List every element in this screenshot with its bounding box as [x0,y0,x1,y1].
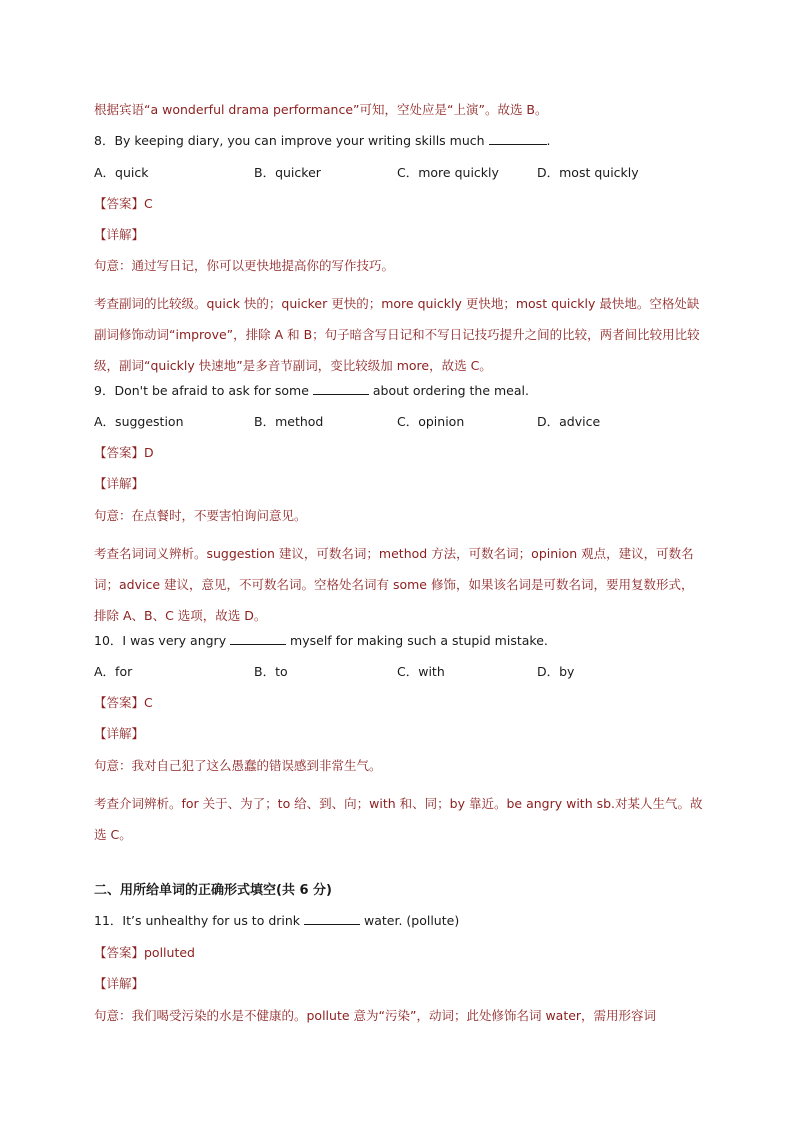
explanation-paragraph: 考查名词词义辨析。suggestion 建议，可数名词；method 方法，可数名词；opinion 观点，建议，可数名词；advice 建议，意见，不可数名词。空格处名词有 some 修饰，如果该名词是可数名词，要用复数形式，排除 A、B、C 选项，故选 D。 [94,546,694,623]
option-a: A．for [94,664,133,679]
answer-label: 【答案】C [94,196,153,211]
detail-label: 【详解】 [94,476,145,491]
option-c: C．with [397,664,445,679]
question-text: 9．Don't be afraid to ask for some [94,383,313,398]
answer-blank [313,382,369,395]
option-b: B．quicker [254,165,321,180]
question-text: 8．By keeping diary, you can improve your writing skills much [94,133,489,148]
option-a: A．suggestion [94,414,184,429]
detail-label: 【详解】 [94,976,145,991]
option-b: B．method [254,414,324,429]
question-text-end: myself for making such a stupid mistake. [286,633,548,648]
answer-label: 【答案】C [94,695,153,710]
sentence-meaning: 句意：我对自己犯了这么愚蠢的错误感到非常生气。 [94,758,382,773]
explanation-paragraph: 考查介词辨析。for 关于、为了；to 给、到、向；with 和、同；by 靠近。be angry with sb.对某人生气。故选 C。 [94,796,703,842]
answer-blank [489,132,547,145]
answer-blank [304,912,360,925]
option-d: D．advice [537,414,601,429]
question-9 [94,382,529,400]
detail-label: 【详解】 [94,227,145,242]
question-text: 11．It’s unhealthy for us to drink [94,913,305,928]
explanation-paragraph: 考查副词的比较级。quick 快的；quicker 更快的；more quickly 更快地；most quickly 最快地。空格处缺副词修饰动词“improve”，排除 A 和 B；句子暗含写日记和不写日记技巧提升之间的比较，两者间比较用比较级，副词“quickly 快速地”是多音节副词，变比较级加 more，故选 C。 [94,296,700,373]
sentence-meaning: 句意：在点餐时，不要害怕询问意见。 [94,508,307,523]
question-8 [94,132,551,150]
sentence-meaning: 句意：通过写日记，你可以更快地提高你的写作技巧。 [94,258,395,273]
option-c: C．more quickly [397,165,499,180]
question-text: 10．I was very angry [94,633,231,648]
question-text-end: water. (pollute) [360,913,460,928]
explanation-line: 根据宾语“a wonderful drama performance”可知，空处应是“上演”。故选 B。 [94,102,548,117]
option-d: D．by [537,664,575,679]
sentence-meaning: 句意：我们喝受污染的水是不健康的。pollute 意为“污染”，动词；此处修饰名词 water，需用形容词 [94,1008,657,1023]
detail-label: 【详解】 [94,726,145,741]
answer-label: 【答案】polluted [94,945,195,960]
answer-label: 【答案】D [94,445,154,460]
question-text-end: . [546,133,551,148]
option-d: D．most quickly [537,165,639,180]
option-b: B．to [254,664,288,679]
option-a: A．quick [94,165,149,180]
option-c: C．opinion [397,414,465,429]
section-heading: 二、用所给单词的正确形式填空(共 6 分) [94,883,332,898]
question-10 [94,632,548,650]
question-text-end: about ordering the meal. [368,383,529,398]
question-11 [94,912,459,930]
answer-blank [230,632,286,645]
